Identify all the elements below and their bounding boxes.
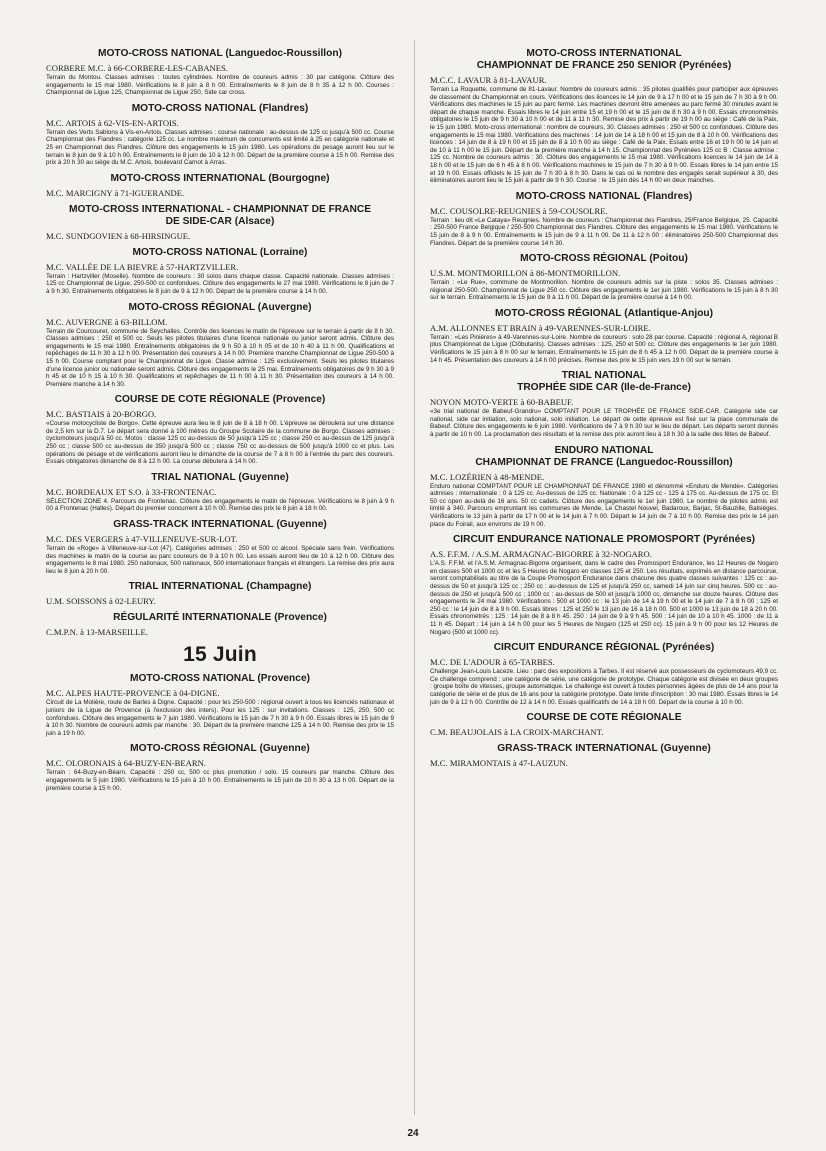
event-heading bbox=[46, 612, 394, 624]
event-details: «3e trial national de Babeuf-Grandru» COMPTANT POUR LE TROPHÉE DE FRANCE SIDE-CAR. Catégorie side car national, side car initiation, solo national, solo initiation. Le départ de cette épreuve est fixé sur la place communale de Babeuf. Clôture des engagements le 6 juin 1980. Vérifications de 7 à 9 h 30 sur le lieu de départ. Les départs seront donnés à partir de 10 h 00. La proclamation des résultats et la remise des prix auront lieu à 18 h 30 à la salle des fêtes de Babeuf. bbox=[430, 408, 778, 439]
event-title: CIRCUIT ENDURANCE NATIONALE PROMOSPORT bbox=[452, 534, 701, 546]
event-title: MOTO-CROSS NATIONAL bbox=[515, 190, 641, 202]
organizing-club: M.C. SUNDGOVIEN à 68-HIRSINGUE. bbox=[46, 230, 191, 241]
event-title-line2: TROPHÉE SIDE CAR bbox=[517, 382, 618, 394]
event-title: MOTO-CROSS RÉGIONAL bbox=[494, 307, 622, 319]
event-region: (Provence) bbox=[257, 673, 310, 685]
event-listing bbox=[46, 103, 394, 167]
event-title: COURSE DE COTE RÉGIONALE bbox=[526, 712, 682, 724]
event-title: MOTO-CROSS NATIONAL bbox=[129, 673, 255, 685]
event-details: Terrain : lieu dit «Le Cataya» Reugnies. Nombre de coureurs : Championnat des Flandres, 25/France Belgique, 25. Capacité : 250-500 France Belgique / 250-500 Championnat des Flandres. Clôture des engagements le 15 mai 1980. Vérifications le 15 juin de 8 à 9 h 00. Entraînements le 15 juin de 9 à 11 h 00. De 11 à 12 h 00 : éliminatoires 250-500 Championnat des Flandres. Départ de la première course 14 h 30. bbox=[430, 216, 778, 247]
event-title: GRASS-TRACK INTERNATIONAL bbox=[497, 743, 658, 755]
event-heading bbox=[46, 394, 394, 406]
event-region: (Guyenne) bbox=[660, 743, 711, 755]
event-listing bbox=[430, 642, 778, 706]
organizing-club: M.C. MIRAMONTAIS à 47-LAUZUN. bbox=[430, 758, 568, 769]
event-title: MOTO-CROSS INTERNATIONAL bbox=[110, 172, 266, 184]
event-heading bbox=[46, 673, 394, 685]
left-column bbox=[46, 48, 394, 798]
event-region: (Auvergne) bbox=[257, 301, 312, 313]
event-title: MOTO-CROSS INTERNATIONAL bbox=[526, 48, 682, 59]
event-heading bbox=[46, 519, 394, 531]
event-details: Terrain La Roquette, commune de 81-Lavaur. Nombre de coureurs admis : 35 pilotes qualifiés pour participer aux épreuves de classement du Championnat en cours. Vérifications des licences le 14 juin de 9 à 17 h 00 et le 15 juin de 7 h 30 à 9 h 00. Vérifications des machines le 15 juin au parc fermé. Les machines devront être amenées au parc fermé 30 minutes avant le départ de chaque manche. Essais libres le 14 juin entre 15 et 19 h 00 et le 15 juin de 8 h 30 à 9 h 00. Essais chronométrés obligatoires le 15 juin de 9 h 30 à 10 h 00 et de 11 à 11 h 30. Remise des prix à partir de 19 h 00 au siège : Café de la Paix, le 15 juin 1980. Moto-cross international : nombre de coureurs, 30. Classes admises : 250 et 500 cc confondues. Clôture des engagements le 15 mai 1980. Vérifications des machines : 14 juin de 14 à 18 h 00 et 15 juin de 8 à 10 h 00. Vérifications des licences : 14 juin de 8 à 19 h 00 et 15 juin de 8 à 10 h 00 au siège : Café de la Paix. Essais entre 16 et 19 h 00 le 14 juin et de 10 à 11 h 00 le 15 juin. Départ de la première manche à 14 h 15. Championnat des Pyrénées 125 cc B : Classe admise : 125 cc. Nombre de coureurs admis : 30. Clôture des engagements le 15 mai 1980. Vérifications licences le 14 juin de 14 à 18 h 00 et le 15 juin de 6 h 45 à 8 h 00. Vérifications machines le 15 juin de 7 h 30 à 9 h 00. Essais libres le 14 juin entre 15 et 19 h 00. Essais officiels le 15 juin de 7 h 30 à 8 h 30. Dans le cas où le nombre des engagés serait supérieur à 30, des éliminatoires auront lieu le 15 juin à partir de 9 h 30. Course : le 15 juin dès 14 h 00 en deux manches. bbox=[430, 86, 778, 185]
event-listing bbox=[430, 370, 778, 438]
event-heading bbox=[430, 253, 778, 265]
event-listing bbox=[46, 581, 394, 606]
event-listing bbox=[46, 612, 394, 637]
event-heading bbox=[430, 743, 778, 755]
event-listing bbox=[430, 191, 778, 247]
event-title: TRIAL NATIONAL bbox=[151, 471, 236, 483]
event-listing bbox=[430, 445, 778, 529]
event-listing bbox=[46, 519, 394, 575]
event-details: Circuit de La Molière, route de Barles à Digne. Capacité : pour les 250-500 : régional ouvert à tous les licenciés nationaux et juniors de la Ligue de Provence (à l'exclusion des inters). Pour les 125 : sur invitations. Classes : 125, 250, 500 cc confondues. Clôture des engagements le 7 juin 1980. Vérifications le 15 juin de 7 h 30 à 9 h 00. Essais libres le 15 juin de 9 à 10 h 30. Nombre de coureurs admis par manche : 30. Départ de la première manche 125 à 14 h 00. Remise des prix le 15 juin à 19 h 00. bbox=[46, 699, 394, 737]
event-details: Terrain : «Les Pinières» à 49-Varennes-sur-Loire. Nombre de coureurs : solo 28 par course. Capacité : régional A, régional B plus Championnat de Ligue (Clôbutants). Classes admises : 125, 250 et 500 cc. Clôture des engagements le 1er juin 1980. Vérifications le 15 juin à 8 h 00 sur le terrain. Entraînements le 15 juin de 8 h 45 à 12 h 00. Départ de la première course à 14 h 45. Présentation des coureurs à 14 h 00 précises. Remise des prix le 15 juin vers 19 h 00 sur le terrain. bbox=[430, 333, 778, 364]
organizing-club: M.C. BORDEAUX ET S.O. à 33-FRONTENAC. bbox=[46, 486, 217, 497]
organizing-club: M.C. AUVERGNE à 63-BILLOM. bbox=[46, 316, 168, 327]
event-title: MOTO-CROSS NATIONAL bbox=[98, 48, 223, 59]
event-details: Terrain : «Le Rue», commune de Montmorillon. Nombre de coureurs admis sur la piste : solos 35. Classes admises : régional 250-500. Championnat de Ligue 250 cc. Clôture des engagements le 1er juin 1980. Vérifications le 15 juin à 8 h 30 sur le terrain. Entraînements le 15 juin de 9 à 11 h 00. Départ de la première course à 14 h 00. bbox=[430, 279, 778, 302]
date-heading: 15 Juin bbox=[183, 643, 257, 667]
event-details: Enduro national COMPTANT POUR LE CHAMPIONNAT DE FRANCE 1980 et dénommé «Enduro de Mende». Catégories admises : internationale : 0 à 125 cc. Au-dessus de 125 cc. Nationale : 0 à 125 cc - 125 à 175 cc. Au-dessus de 175 cc. Et 50 cc open au-delà de 16 ans. 50 cc cadets. Clôture des engagements le 1er juin 1980. Le nombre de pilotes admis est limité à 340. Parcours empruntant les communes de Mende, Le Chastel Nouvel, Badaroux, Barjac, St-Bauzille, Balsièges. Vérifications le 13 juin à partir de 17 h 00 et le 14 juin à 7 h 00. Départ le 14 juin de 7 à 10 h 00. Remise des prix le 14 juin place du Foirail, aux environs de 19 h 00. bbox=[430, 482, 778, 528]
event-title: ENDURO NATIONAL bbox=[554, 444, 654, 456]
event-listing bbox=[46, 673, 394, 737]
page-number: 24 bbox=[407, 1128, 419, 1139]
event-details: Challenge Jean-Louis Laceze. Lieu : parc des expositions à Tarbes. Il est réservé aux possesseurs de cyclomoteurs 49,9 cc. Ce challenge comprend : une catégorie de série, une catégorie de prototype. Chaque catégorie est divisée en deux groupes : groupe boîte de vitesses, groupe automatique. Le challenge est ouvert à toutes personnes âgées de plus de 14 ans pour la catégorie de série et de plus de 16 ans pour la catégorie prototype. Date limite d'inscription : 30 mai 1980. Essais libres le 14 juin de 9 à 12 h 00. Contrôle de 12 à 14 h 00. Essais qualificatifs de 14 à 18 h 00. Départ de la course à 10 h 00. bbox=[430, 668, 778, 706]
event-heading bbox=[46, 247, 394, 259]
event-title: MOTO-CROSS RÉGIONAL bbox=[520, 253, 647, 265]
event-heading bbox=[430, 308, 778, 320]
event-listing bbox=[46, 472, 394, 513]
event-listing bbox=[46, 394, 394, 466]
organizing-club: M.C. DE L'ADOUR à 65-TARBES. bbox=[430, 657, 555, 668]
event-title: RÉGULARITÉ INTERNATIONALE bbox=[113, 612, 272, 624]
event-listing bbox=[46, 204, 394, 241]
event-heading bbox=[430, 370, 778, 394]
event-listing bbox=[430, 308, 778, 364]
organizing-club: U.S.M. MONTMORILLON à 86-MONTMORILLON. bbox=[430, 268, 621, 279]
event-details: Terrain des Verts Sablons à Vis-en-Artois. Classes admises : course nationale : au-dessus de 125 cc jusqu'à 500 cc. Course Championnat des Flandres : catégorie 125 cc. Le nombre maximum de concurrents est limité à 25 en catégorie nationale et 25 en Championnat des Flandres. Clôture des engagements le 15 juin 1980. Les opérations de pesage auront lieu sur le terrain le 8 juin de 9 à 10 h 00. Entraînements le 8 juin de 10 à 12 h 00. Départ de la première course à 15 h 00. Remise des prix à 20 h 30 au siège du M.C. Artois, boulevard Carnot à Arras. bbox=[46, 128, 394, 167]
event-details: L'A.S. F.F.M. et l'A.S.M. Armagnac-Bigorre organisent, dans le cadre des Promosport Endurance, les 12 Heures de Nogaro en classes 500 et 1000 cc et les 5 Heures de Nogaro en classes 125 et 250. Les résultats, exprimés en distance parcourue, seront comptabilisés au titre de la Coupe Promosport Endurance dans chacune des quatre classes suivantes : 125 cc : au-dessus de 50 et jusqu'à 125 cc ; 250 cc : au-dessus de 125 et jusqu'à 250 cc, samedi 14 juin sur cinq heures. 500 cc : au-dessus de 250 et jusqu'à 500 cc ; 1000 cc : au-dessus de 500 et jusqu'à 1000 cc, dimanche sur douze heures. Clôture des engagements le 24 mai 1980. Vérifications : 500 et 1000 cc : le 13 juin de 14 à 19 h 00 et le 14 juin de 7 à 8 h 00 ; 125 et 250 cc : le 14 juin de 8 à 9 h 00. Essais libres : 125 et 250 le 13 juin de 16 à 18 h 00. 500 et 1000 le 13 juin de 18 à 20 h 00. Essais chronométrés : 125 : 14 juin de 8 à 8 h 45. 250 : 14 juin de 9 à 9 h 45. 500 : 14 juin de 10 à 10 h 45. 1000 : de 11 à 11 h 45. Départ : 14 juin à 14 h 00 pour les 5 Heures de Nogaro (125 et 250 cc). 15 juin à 9 h 00 pour les 12 Heures de Nogaro (500 et 1000 cc). bbox=[430, 560, 778, 636]
event-details: Terrain : 64-Buzy-en-Béarn. Capacité : 250 cc, 500 cc plus promotion / solo. 15 coureurs par manche. Clôture des engagements le 5 juin 1980. Vérifications le 15 juin à 10 h 00. Entraînements le 15 juin de 10 h 30 à 13 h 00. Départ de la première course à 15 h 00. bbox=[46, 769, 394, 792]
event-title: MOTO-CROSS NATIONAL bbox=[131, 102, 257, 114]
event-listing bbox=[430, 253, 778, 302]
event-listing bbox=[46, 48, 394, 97]
organizing-club: U.M. SOISSONS à 02-LEURY. bbox=[46, 596, 156, 607]
organizing-club: M.C. VALLÉE DE LA BIEVRE à 57-HARTZVILLER. bbox=[46, 261, 239, 272]
event-heading bbox=[430, 48, 778, 72]
organizing-club: C.M.P.N. à 13-MARSEILLE. bbox=[46, 627, 148, 638]
event-details: Terrain du Montou. Classes admises : toutes cylindrées. Nombre de coureurs admis : 30 par catégorie. Clôture des engagements le 15 mai 1980. Vérifications le 8 juin à 8 h 00. Entraînements le 8 juin de 8 h 35 à 12 h 00. Courses : Championnat de Ligue 125, Championnat de Ligue 250, Side car cross. bbox=[46, 74, 394, 97]
event-region: (Lorraine) bbox=[259, 246, 308, 258]
event-details: Terrain de Courcouret, commune de Seychalles. Contrôle des licences le matin de l'épreuve sur le terrain à partir de 8 h 30. Classes admises : 250 et 500 cc. Seuls les pilotes titulaires d'une licence nationale ou junior seront admis. Clôture des engagements le 15 mai 1980. Entraînements obligatoires de 9 h 50 à 10 h 05 et de 10 h 40 à 11 h 00. Qualifications et repêchages de 11 h 30 à 12 h 00. Présentation des coureurs à 14 h 00. Première manche Championnat de Ligue 250-500 à 15 h 00. Course comptant pour le Championnat de Ligue. Classe admise : 125 exclusivement. Seuls les pilotes titulaires d'une licence junior ou nationale seront admis. Clôture des engagements le 25 mai. Entraînements obligatoires de 9 h 30 à 9 h 45 et de 10 h 15 à 10 h 30. Qualifications et repêchages de 11 h 00 à 11 h 30. Présentation des coureurs à 14 h 00. Première manche à 14 h 30. bbox=[46, 327, 394, 388]
event-heading bbox=[430, 534, 778, 546]
event-region: (Bourgogne) bbox=[268, 172, 330, 184]
event-details: «Course motocycliste de Borgo». Cette épreuve aura lieu le 8 juin de 8 à 18 h 00. L'épreuve se déroulera sur une distance de 2,5 km sur la D.7. Le départ sera donné à 100 mètres du Groupe Scolaire de la commune de Borgo. Classes admises : cyclomoteurs jusqu'à 50 cc. Motos : classe 125 cc au-dessus de 50 jusqu'à 125 cc ; classe 250 cc au-dessus de 125 jusqu'à 250 cc ; classe 500 cc au-dessus de 350 jusqu'à 500 cc ; classe 750 cc au-dessus de 500 jusqu'à 1000 cc et plus. Les opérations de pesage et de vérifications auront lieu le dimanche de la course de 7 à 8 h 00 à l'entrée du parc des coureurs. Essais obligatoires dimanche de 8 à 12 h 00. La course débutera à 14 h 00. bbox=[46, 420, 394, 466]
event-heading bbox=[430, 712, 778, 724]
organizing-club: M.C. OLORONAIS à 64-BUZY-EN-BEARN. bbox=[46, 758, 206, 769]
event-heading bbox=[430, 191, 778, 203]
event-details: Terrain de «Roge» à Villeneuve-sur-Lot (47). Catégories admises : 250 et 500 cc alcool. Spéciale sans frein. Vérifications des machines le matin de la course au parc coureurs de 9 à 10 h 00. Les essais auront lieu de 10 à 12 h 00. Clôture des engagements le 8 mai 1980. 250 nationaux, 500 nationaux, 500 internationaux français et étrangers. La remise des prix aura lieu le 8 juin à 20 h 00. bbox=[46, 545, 394, 575]
event-region: (Languedoc-Roussillon) bbox=[616, 456, 733, 468]
event-region: (Atlantique-Anjou) bbox=[624, 307, 714, 319]
event-heading bbox=[46, 173, 394, 185]
event-title: MOTO-CROSS NATIONAL bbox=[132, 246, 258, 258]
event-region: (Guyenne) bbox=[276, 519, 327, 531]
event-listing bbox=[46, 743, 394, 792]
event-heading bbox=[46, 48, 394, 60]
organizing-club: M.C. ARTOIS à 62-VIS-EN-ARTOIS. bbox=[46, 117, 179, 128]
organizing-club: CORBERE M.C. à 66-CORBERE-LES-CABANES. bbox=[46, 63, 228, 73]
event-heading bbox=[46, 103, 394, 115]
event-heading bbox=[430, 445, 778, 469]
organizing-club: M.C.C. LAVAUR à 81-LAVAUR. bbox=[430, 75, 547, 85]
event-region: (Flandres) bbox=[259, 102, 309, 114]
event-title: TRIAL NATIONAL bbox=[561, 370, 647, 382]
event-heading bbox=[430, 642, 778, 654]
event-region: (Champagne) bbox=[246, 581, 312, 593]
event-title: COURSE DE COTE RÉGIONALE bbox=[114, 394, 270, 406]
event-heading bbox=[46, 204, 394, 228]
event-listing bbox=[46, 302, 394, 389]
event-heading bbox=[46, 581, 394, 593]
event-region: (Languedoc-Roussillon) bbox=[225, 48, 342, 59]
event-title: TRIAL INTERNATIONAL bbox=[128, 581, 244, 593]
organizing-club: M.C. LOZÉRIEN à 48-MENDE. bbox=[430, 471, 545, 482]
event-heading bbox=[46, 472, 394, 484]
event-listing bbox=[430, 534, 778, 636]
event-region: (Poitou) bbox=[649, 253, 688, 265]
event-listing bbox=[430, 48, 778, 185]
organizing-club: A.S. F.F.M. / A.S.M. ARMAGNAC-BIGORRE à 32-NOGARO. bbox=[430, 549, 652, 560]
event-title: MOTO-CROSS RÉGIONAL bbox=[128, 301, 255, 313]
event-region: (Provence) bbox=[274, 612, 327, 624]
organizing-club: M.C. DES VERGERS à 47-VILLENEUVE-SUR-LOT. bbox=[46, 534, 238, 545]
organizing-club: M.C. BASTIAIS à 20-BORGO. bbox=[46, 409, 157, 420]
event-title-line2: DE SIDE-CAR bbox=[165, 215, 232, 227]
event-title-line2: CHAMPIONNAT DE FRANCE bbox=[475, 456, 614, 468]
column-divider bbox=[414, 40, 415, 1115]
event-region: (Pyrénées) bbox=[662, 642, 715, 654]
event-region: (Pyrénées) bbox=[702, 534, 756, 546]
event-listing bbox=[430, 712, 778, 737]
event-title: MOTO-CROSS RÉGIONAL bbox=[130, 743, 257, 755]
event-listing bbox=[430, 743, 778, 768]
organizing-club: M.C. ALPES HAUTE-PROVENCE à 04-DIGNE. bbox=[46, 688, 220, 699]
event-region: (Ile-de-France) bbox=[620, 382, 691, 394]
organizing-club: M.C. MARCIGNY à 71-IGUERANDE. bbox=[46, 187, 185, 198]
event-region: (Guyenne) bbox=[259, 743, 310, 755]
right-column bbox=[430, 48, 778, 774]
organizing-club: C.M. BEAUJOLAIS à LA CROIX-MARCHANT. bbox=[430, 727, 604, 738]
event-details: Terrain : Hartzviller (Moselle). Nombre de coureurs : 30 solos dans chaque classe. Capacité nationale. Classes admises : 125 cc Championnat de Ligue, 250-500 cc confondues. Clôture des engagements le 27 mai 1980. Vérifications le 8 juin de 7 à 9 h 30. Entraînements obligatoires le 8 juin de 9 à 12 h 00. Départ de la première course à 14 h 00. bbox=[46, 272, 394, 295]
event-details: SÉLECTION ZONE 4. Parcours de Frontenac. Clôture des engagements le matin de l'épreuve. Vérifications le 8 juin à 9 h 00 à Frontenac (Halles). Départ du premier concurrent à 10 h 00. Remise des prix le 8 juin à 18 h 00. bbox=[46, 497, 394, 513]
event-region: (Flandres) bbox=[643, 190, 693, 202]
event-region: (Alsace) bbox=[234, 215, 275, 227]
event-title: MOTO-CROSS INTERNATIONAL - CHAMPIONNAT DE FRANCE bbox=[68, 203, 372, 215]
event-listing bbox=[46, 247, 394, 296]
event-title: CIRCUIT ENDURANCE RÉGIONAL bbox=[493, 642, 660, 654]
event-listing bbox=[46, 173, 394, 198]
organizing-club: A.M. ALLONNES ET BRAIN à 49-VARENNES-SUR-LOIRE. bbox=[430, 322, 651, 333]
organizing-club: NOYON MOTO-VERTE à 60-BABEUF. bbox=[430, 397, 574, 408]
organizing-club: M.C. COUSOLRE-REUGNIES à 59-COUSOLRE. bbox=[430, 205, 608, 216]
event-title: GRASS-TRACK INTERNATIONAL bbox=[113, 519, 274, 531]
event-region: (Guyenne) bbox=[238, 471, 289, 483]
event-heading bbox=[46, 302, 394, 314]
event-heading bbox=[46, 743, 394, 755]
event-region: (Provence) bbox=[272, 394, 326, 406]
event-title-line2: CHAMPIONNAT DE FRANCE 250 SENIOR bbox=[476, 60, 677, 71]
event-region: (Pyrénées) bbox=[679, 60, 732, 71]
